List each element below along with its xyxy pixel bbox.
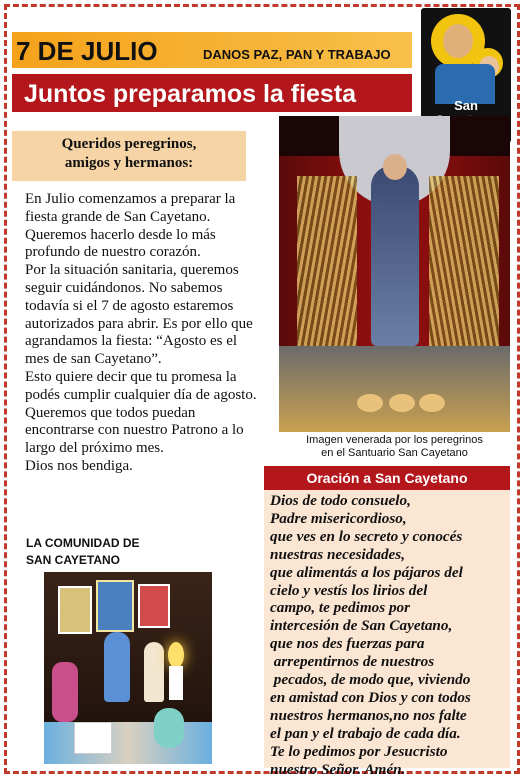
holy-card (138, 584, 170, 628)
greeting-line-2: amigos y hermanos: (64, 155, 194, 171)
letter-paragraph: Queremos que todos puedan encontrarse con nuestro Patrono a lo largo del próximo mes. (25, 404, 244, 457)
caption-line-2: en el Santuario San Cayetano (321, 447, 468, 459)
candle-flame (168, 642, 184, 668)
photo-card (74, 722, 112, 754)
signature-line-2: SAN CAYETANO (26, 553, 121, 567)
caption-line-1: Imagen venerada por los peregrinos (306, 434, 483, 446)
prayer-line: cielo y vestís los lirios del (270, 581, 428, 599)
candle (169, 666, 183, 700)
altar-table (279, 346, 510, 432)
prayer-line: que alimentás a los pájaros del (270, 563, 463, 581)
statue-photo (279, 116, 510, 432)
greeting (12, 135, 246, 173)
saint-face-icon (443, 24, 473, 58)
statue-head (383, 154, 407, 180)
virgin-figurine (144, 642, 164, 702)
motto-label: DANOS PAZ, PAN Y TRABAJO (203, 47, 391, 62)
prayer-text (270, 492, 510, 779)
prayer-line: el pan y el trabajo de cada día. (270, 724, 461, 742)
signature (26, 535, 140, 569)
page-title: Juntos preparamos la fiesta (24, 80, 357, 108)
holy-card (58, 586, 92, 634)
prayer-line: intercesión de San Cayetano, (270, 617, 453, 635)
letter-paragraph: Por la situación sanitaria, queremos seguir cuidándonos. No sabemos todavía si el 7 de agosto estaremos autorizados para abrir. Es por ello que agrandamos la fiesta: “Agosto es el mes de san Cayetano”. (25, 262, 253, 368)
prayer-line: Dios de todo consuelo, (270, 492, 411, 509)
holy-card (96, 580, 134, 632)
bread-loaf (357, 394, 383, 412)
saint-figurine (52, 662, 78, 722)
angel-figurine (154, 708, 184, 748)
greeting-line-1: Queridos peregrinos, (61, 136, 197, 152)
prayer-line: nuestro Señor. Amén. (270, 760, 406, 778)
prayer-line: Te lo pedimos por Jesucristo (270, 742, 448, 760)
altar-cloth (44, 722, 212, 764)
saint-figurine (104, 632, 130, 702)
prayer-line: en amistad con Dios y con todos (270, 688, 471, 706)
wheat-right (429, 176, 499, 346)
bread-loaf (419, 394, 445, 412)
prayer-line: pecados, de modo que, viviendo (270, 671, 471, 689)
saint-statue (371, 166, 419, 346)
prayer-line: Padre misericordioso, (270, 509, 407, 527)
prayer-line: que nos des fuerzas para (270, 635, 425, 653)
prayer-heading: Oración a San Cayetano (264, 466, 510, 490)
photo-caption (279, 434, 510, 460)
logo-text-san: San (454, 98, 478, 113)
wheat-left (297, 176, 357, 346)
date-label: 7 DE JULIO (16, 36, 158, 66)
prayer-line: arrepentirnos de nuestros (270, 653, 435, 671)
prayer-line: que ves en lo secreto y conocés (270, 527, 463, 545)
prayer-line: nuestras necesidades, (270, 545, 406, 563)
prayer-line: campo, te pedimos por (270, 599, 411, 617)
bread-loaf (389, 394, 415, 412)
prayer-line: nuestros hermanos,no nos falte (270, 706, 467, 724)
letter-body (25, 191, 257, 476)
letter-paragraph: Esto quiere decir que tu promesa la podés cumplir cualquier día de agosto. (25, 368, 257, 403)
letter-paragraph: En Julio comenzamos a preparar la fiesta grande de San Cayetano. Queremos hacerlo desde lo más profundo de nuestro corazón. (25, 191, 236, 261)
letter-paragraph: Dios nos bendiga. (25, 457, 133, 474)
home-altar-photo (44, 572, 212, 764)
signature-line-1: LA COMUNIDAD DE (26, 536, 140, 550)
